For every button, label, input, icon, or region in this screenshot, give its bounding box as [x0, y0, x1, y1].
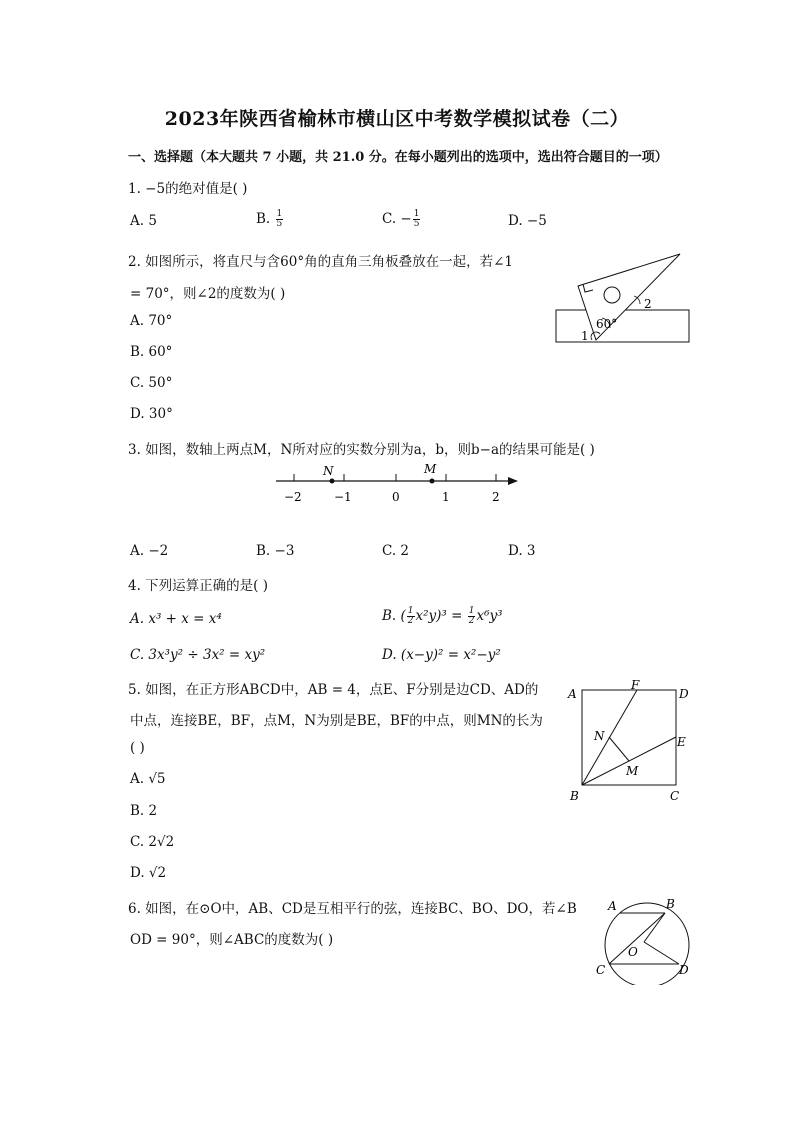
q4-option-b-mid: x²y)³ =	[415, 608, 463, 624]
segment-bo	[644, 913, 665, 942]
tick-label-0: 0	[392, 490, 400, 504]
q6-stem-line2: OD = 90°，则∠ABC的度数为( )	[130, 932, 334, 948]
page-title: 2023年陕西省榆林市横山区中考数学模拟试卷（二）	[164, 108, 630, 130]
q3-option-a[interactable]: A. −2	[130, 543, 169, 559]
tick-label-neg2: −2	[284, 490, 302, 504]
q5-stem-line1: 5. 如图，在正方形ABCD中，AB = 4，点E、F分别是边CD、AD的	[128, 682, 539, 698]
q2-option-a[interactable]: A. 70°	[130, 313, 173, 329]
label-o: O	[628, 945, 638, 959]
q4-option-b[interactable]	[382, 607, 503, 626]
q2-ruler-triangle-figure	[550, 248, 695, 348]
label-e: E	[677, 735, 686, 749]
section-heading: 一、选择题（本大题共 7 小题，共 21.0 分。在每小题列出的选项中，选出符合题目的一项）	[128, 150, 668, 165]
q5-option-d[interactable]: D. √2	[130, 865, 167, 881]
q2-option-d[interactable]: D. 30°	[130, 406, 173, 422]
q4-option-b-tail: x⁶y³	[476, 608, 503, 624]
point-m	[430, 479, 435, 484]
q1-stem: 1. −5的绝对值是( )	[128, 181, 248, 197]
tick-label-neg1: −1	[334, 490, 352, 504]
q2-option-c[interactable]: C. 50°	[130, 375, 173, 391]
q1-option-c-fraction: $\frac{1}{5}$	[413, 209, 420, 229]
q5-square-figure	[560, 680, 700, 808]
label-a: A	[568, 687, 577, 701]
label-n: N	[323, 464, 334, 478]
label-b: B	[570, 789, 579, 803]
label-m: M	[626, 764, 639, 778]
label-c: C	[596, 963, 606, 977]
q5-option-a[interactable]: A. √5	[130, 771, 166, 787]
q4-option-a[interactable]: A. x³ + x = x⁴	[130, 611, 222, 627]
segment-do	[644, 942, 679, 964]
segment-mn	[609, 737, 629, 761]
q5-stem-line3: ( )	[130, 740, 145, 756]
label-a: A	[608, 899, 617, 913]
q1-option-d[interactable]: D. −5	[508, 213, 547, 229]
q3-option-c[interactable]: C. 2	[382, 543, 410, 559]
q2-stem-line1: 2. 如图所示，将直尺与含60°角的直角三角板叠放在一起，若∠1	[128, 254, 513, 270]
q4-option-c[interactable]: C. 3x³y² ÷ 3x² = xy²	[130, 647, 266, 663]
q3-number-line	[270, 458, 525, 508]
q6-stem-line1: 6. 如图，在⊙O中，AB、CD是互相平行的弦，连接BC、BO、DO，若∠B	[128, 901, 577, 917]
label-b: B	[666, 897, 675, 911]
label-n: N	[594, 729, 605, 743]
q1-option-b-fraction: $\frac{1}{5}$	[276, 209, 283, 229]
label-angle-2: 2	[644, 297, 652, 311]
tick-label-1: 1	[442, 490, 450, 504]
q1-option-b-prefix: B.	[256, 211, 271, 227]
q1-option-b[interactable]	[256, 210, 284, 229]
q5-option-b[interactable]: B. 2	[130, 803, 158, 819]
q1-option-c[interactable]	[382, 210, 421, 229]
q4-option-b-frac2: $\frac{1}{2}$	[468, 606, 475, 626]
q4-option-b-prefix: B. (	[382, 608, 406, 624]
q5-option-c[interactable]: C. 2√2	[130, 834, 175, 850]
q2-option-b[interactable]: B. 60°	[130, 344, 173, 360]
label-m: M	[424, 462, 437, 476]
q1-option-c-prefix: C. −	[382, 211, 412, 227]
label-d: D	[679, 687, 689, 701]
label-f: F	[631, 680, 640, 692]
axis-arrow	[508, 477, 518, 485]
q3-option-b[interactable]: B. −3	[256, 543, 295, 559]
triangle-shape	[578, 254, 680, 340]
label-60: 60°	[596, 317, 618, 331]
ruler-shape	[556, 310, 689, 342]
q6-circle-figure	[592, 895, 696, 985]
label-d: D	[679, 963, 689, 977]
q1-option-a[interactable]: A. 5	[130, 213, 157, 229]
label-c: C	[670, 789, 680, 803]
q4-option-b-frac1: $\frac{1}{2}$	[407, 606, 414, 626]
q4-stem: 4. 下列运算正确的是( )	[128, 578, 268, 594]
label-angle-1: 1	[581, 329, 589, 343]
point-n	[330, 479, 335, 484]
tick-label-2: 2	[492, 490, 500, 504]
q3-option-d[interactable]: D. 3	[508, 543, 536, 559]
q5-stem-line2: 中点，连接BE，BF，点M，N为别是BE，BF的中点，则MN的长为	[130, 713, 543, 729]
q2-stem-line2: = 70°，则∠2的度数为( )	[130, 286, 286, 302]
q3-stem: 3. 如图，数轴上两点M，N所对应的实数分别为a，b，则b−a的结果可能是( )	[128, 442, 595, 458]
q4-option-d[interactable]: D. (x−y)² = x²−y²	[382, 647, 501, 663]
